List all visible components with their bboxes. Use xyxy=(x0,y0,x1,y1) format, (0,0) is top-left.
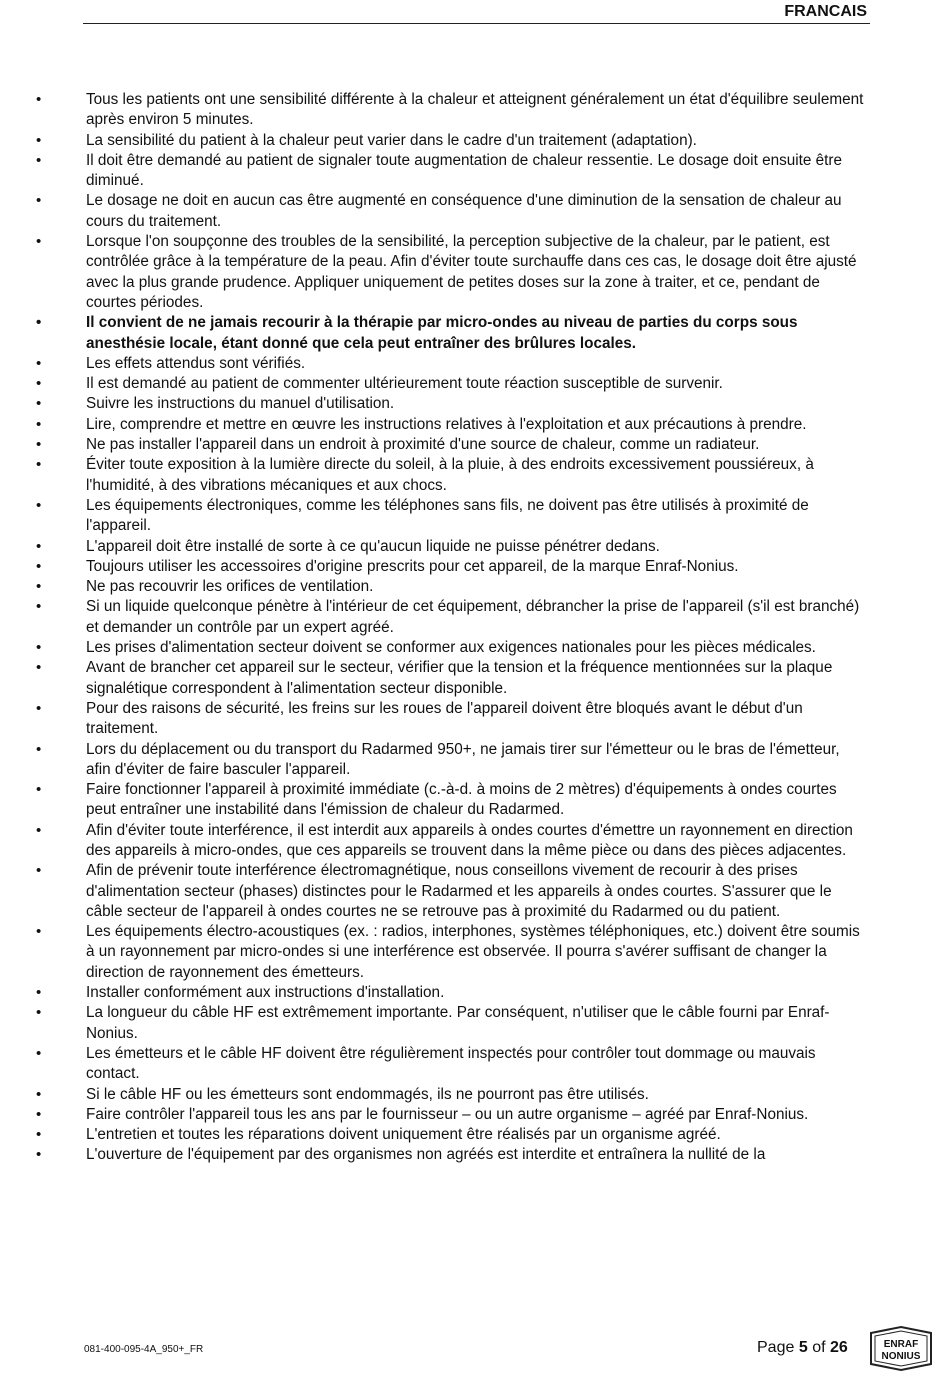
list-item: • L'entretien et toutes les réparations doivent uniquement être réalisés par un organisme agréé. xyxy=(36,1125,866,1145)
list-item: • Si le câble HF ou les émetteurs sont endommagés, ils ne pourront pas être utilisés. xyxy=(36,1085,866,1105)
list-item: • Le dosage ne doit en aucun cas être augmenté en conséquence d'une diminution de la sensation de chaleur au cours du traitement. xyxy=(36,191,866,232)
list-item: • Toujours utiliser les accessoires d'origine prescrits pour cet appareil, de la marque Enraf-Nonius. xyxy=(36,557,866,577)
document-body xyxy=(36,90,866,1166)
list-item: • Les émetteurs et le câble HF doivent être régulièrement inspectés pour contrôler tout dommage ou mauvais contact. xyxy=(36,1044,866,1085)
list-item: • Lorsque l'on soupçonne des troubles de la sensibilité, la perception subjective de la chaleur, par le patient, est contrôlée grâce à la température de la peau. Afin d'éviter toute surchauffe dans ces cas, le dosage doit être ajusté avec la plus grande prudence. Appliquer uniquement de petites doses sur la zone à traiter, et ce, pendant de courtes périodes. xyxy=(36,232,866,313)
section-title: FRANCAIS xyxy=(784,3,867,20)
logo-line2: NONIUS xyxy=(881,1351,921,1362)
list-item: • Ne pas installer l'appareil dans un endroit à proximité d'une source de chaleur, comme un radiateur. xyxy=(36,435,866,455)
list-item: • L'ouverture de l'équipement par des organismes non agréés est interdite et entraînera la nullité de la xyxy=(36,1145,866,1165)
list-item: • Avant de brancher cet appareil sur le secteur, vérifier que la tension et la fréquence mentionnées sur la plaque signalétique correspondent à l'alimentation secteur disponible. xyxy=(36,658,866,699)
list-item: • Afin de prévenir toute interférence électromagnétique, nous conseillons vivement de recourir à des prises d'alimentation secteur (phases) distinctes pour le Radarmed et les appareils à ondes courtes. S'assurer que le câble secteur de l'appareil à ondes courtes ne se retrouve pas à proximité du Radarmed ou du patient. xyxy=(36,861,866,922)
list-item: • Faire fonctionner l'appareil à proximité immédiate (c.-à-d. à moins de 2 mètres) d'équipements à ondes courtes peut entraîner une instabilité dans l'émission de chaleur du Radarmed. xyxy=(36,780,866,821)
list-item: • Les effets attendus sont vérifiés. xyxy=(36,354,866,374)
page-number xyxy=(757,1339,848,1357)
list-item: • Il doit être demandé au patient de signaler toute augmentation de chaleur ressentie. Le dosage doit ensuite être diminué. xyxy=(36,151,866,192)
list-item: • Les équipements électro-acoustiques (ex. : radios, interphones, systèmes téléphoniques, etc.) doivent être soumis à un rayonnement par micro-ondes si une interférence est observée. Il pourra s'avérer suffisant de changer la direction de rayonnement des émetteurs. xyxy=(36,922,866,983)
document-reference: 081-400-095-4A_950+_FR xyxy=(84,1344,204,1355)
page-prefix: Page xyxy=(757,1339,795,1356)
list-item: • Tous les patients ont une sensibilité différente à la chaleur et atteignent généralement un état d'équilibre seulement après environ 5 minutes. xyxy=(36,90,866,131)
list-item: • Ne pas recouvrir les orifices de ventilation. xyxy=(36,577,866,597)
list-item: • Faire contrôler l'appareil tous les ans par le fournisseur – ou un autre organisme – agréé par Enraf-Nonius. xyxy=(36,1105,866,1125)
list-item: • Éviter toute exposition à la lumière directe du soleil, à la pluie, à des endroits excessivement poussiéreux, à l'humidité, à des vibrations mécaniques et aux chocs. xyxy=(36,455,866,496)
list-item: • Installer conformément aux instructions d'installation. xyxy=(36,983,866,1003)
list-item: • Il est demandé au patient de commenter ultérieurement toute réaction susceptible de survenir. xyxy=(36,374,866,394)
page-total: 26 xyxy=(829,1339,848,1356)
list-item: • Il convient de ne jamais recourir à la thérapie par micro-ondes au niveau de parties du corps sous anesthésie locale, étant donné que cela peut entraîner des brûlures locales. xyxy=(36,313,866,354)
page-of: of xyxy=(812,1339,826,1356)
list-item: • Pour des raisons de sécurité, les freins sur les roues de l'appareil doivent être bloqués avant le début d'un traitement. xyxy=(36,699,866,740)
list-item: • Lire, comprendre et mettre en œuvre les instructions relatives à l'exploitation et aux précautions à prendre. xyxy=(36,415,866,435)
header-divider xyxy=(83,23,870,24)
logo-line1: ENRAF xyxy=(883,1339,919,1350)
page-current: 5 xyxy=(798,1339,808,1356)
list-item: • La sensibilité du patient à la chaleur peut varier dans le cadre d'un traitement (adaptation). xyxy=(36,131,866,151)
list-item: • Si un liquide quelconque pénètre à l'intérieur de cet équipement, débrancher la prise de l'appareil (s'il est branché) et demander un contrôle par un expert agréé. xyxy=(36,597,866,638)
bullet-list xyxy=(36,90,866,1166)
list-item: • Afin d'éviter toute interférence, il est interdit aux appareils à ondes courtes d'émettre un rayonnement en direction des appareils à micro-ondes, que ces appareils se trouvent dans la même pièce ou dans des pièces adjacentes. xyxy=(36,821,866,862)
list-item: • Les prises d'alimentation secteur doivent se conformer aux exigences nationales pour les pièces médicales. xyxy=(36,638,866,658)
list-item: • La longueur du câble HF est extrêmement importante. Par conséquent, n'utiliser que le câble fourni par Enraf-Nonius. xyxy=(36,1003,866,1044)
list-item: • L'appareil doit être installé de sorte à ce qu'aucun liquide ne puisse pénétrer dedans. xyxy=(36,537,866,557)
list-item: • Lors du déplacement ou du transport du Radarmed 950+, ne jamais tirer sur l'émetteur ou le bras de l'émetteur, afin d'éviter de faire basculer l'appareil. xyxy=(36,740,866,781)
list-item: • Les équipements électroniques, comme les téléphones sans fils, ne doivent pas être utilisés à proximité de l'appareil. xyxy=(36,496,866,537)
enraf-nonius-logo xyxy=(868,1326,934,1371)
list-item: • Suivre les instructions du manuel d'utilisation. xyxy=(36,394,866,414)
